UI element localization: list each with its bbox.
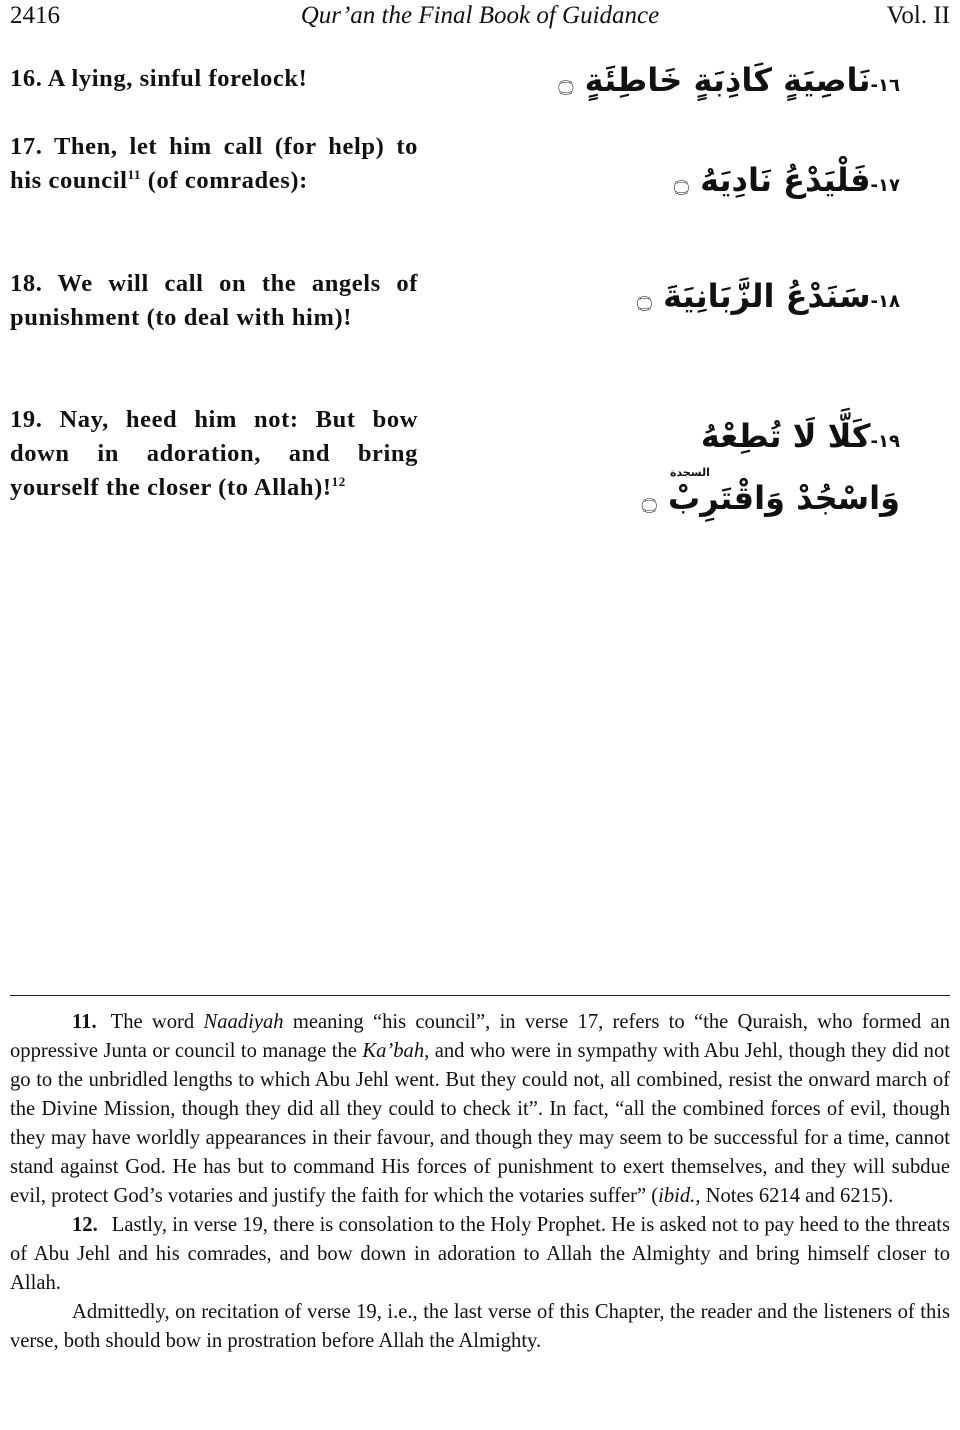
footnote-text: Lastly, in verse 19, there is consolation to the Holy Prophet. He is asked not to pay heed to the threats of Abu Jehl and his comrades, and bow down in adoration to Allah the Almighty and bring himself closer to Allah. [10, 1214, 950, 1294]
footnote-ref-12[interactable]: 12 [331, 473, 346, 489]
verse-17-arabic [600, 158, 900, 208]
verse-17-translation [10, 130, 418, 198]
sajda-marker: السجدة [670, 466, 710, 479]
arabic-text: كَلَّا لَا تُطِعْهُ [700, 417, 871, 455]
footnote-divider [10, 995, 950, 996]
footnote-ref-11[interactable]: 11 [127, 166, 142, 182]
verse-18-arabic [600, 274, 900, 324]
footnote-number: 11. [72, 1011, 97, 1033]
ayah-number: ١٩- [870, 431, 900, 452]
verse-text-continued: (of comrades): [141, 167, 308, 194]
ayah-number: ١٨- [870, 291, 900, 312]
verse-16-arabic [540, 58, 900, 108]
ayah-end-icon: ۝ [558, 68, 574, 98]
ayah-end-icon: ۝ [673, 168, 689, 198]
verse-16-translation [10, 62, 418, 96]
footnote-closing: Admittedly, on recitation of verse 19, i.e., the last verse of this Chapter, the reader and the listeners of this verse, both should bow in prostration before Allah the Almighty. [10, 1301, 950, 1352]
footnote-italic: Naadiyah [203, 1011, 284, 1033]
ayah-number: ١٧- [870, 175, 900, 196]
footnote-11 [10, 1008, 950, 1211]
footnote-italic: Ka’bah, [362, 1040, 430, 1062]
ayah-number: ١٦- [870, 75, 900, 96]
book-title: Qur’an the Final Book of Guidance [300, 2, 660, 29]
footnote-text: and who were in sympathy with Abu Jehl, though they did not go to the unbridled lengths to which Abu Jehl went. But they could not, all combined, resist the onward march of the Divine Mission, though they did all they could to check it”. In fact, “all the combined forces of evil, though they may have worldly appearances in their favour, and though they may seem to be successful for a time, cannot stand against God. He has but to command His forces of punishment to exert themselves, and they will subdue evil, protect God’s votaries and justify the faith for which the votaries suffer” ( [10, 1040, 950, 1207]
arabic-text: سَنَدْعُ الزَّبَانِيَةَ [663, 277, 871, 315]
footnote-text: Notes 6214 and 6215). [700, 1185, 894, 1207]
arabic-text: فَلْيَدْعُ نَادِيَهُ [700, 161, 871, 199]
page-header [10, 2, 950, 38]
verse-19-translation [10, 403, 418, 505]
verse-18-translation [10, 267, 418, 335]
arabic-text: نَاصِيَةٍ كَاذِبَةٍ خَاطِئَةٍ [584, 61, 871, 99]
verse-text: 17. Then, let him call (for help) to his council [10, 133, 418, 194]
footnotes [10, 1008, 950, 1356]
verse-19-arabic-line1 [640, 414, 900, 464]
footnote-text: The word [110, 1011, 204, 1033]
footnote-text: meaning “his council”, in verse 17, refers to “the Quraish, who formed an oppressive Junta or council to manage the [10, 1011, 950, 1062]
verse-19-arabic-line2 [640, 476, 900, 523]
volume-label: Vol. II [886, 2, 950, 29]
page-number: 2416 [10, 2, 60, 29]
ayah-end-icon: ۝ [641, 486, 657, 516]
footnote-12 [10, 1211, 950, 1298]
arabic-text: وَاسْجُدْ وَاقْتَرِبْ [668, 479, 900, 517]
footnote-italic: ibid., [658, 1185, 701, 1207]
verse-text: 18. We will call on the angels of punishment (to deal with him)! [10, 270, 418, 331]
footnote-number: 12. [72, 1214, 98, 1236]
verse-text: 16. A lying, sinful forelock! [10, 65, 308, 92]
ayah-end-icon: ۝ [636, 284, 652, 314]
verse-text: 19. Nay, heed him not: But bow down in adoration, and bring yourself the closer (to Allah)! [10, 406, 418, 501]
